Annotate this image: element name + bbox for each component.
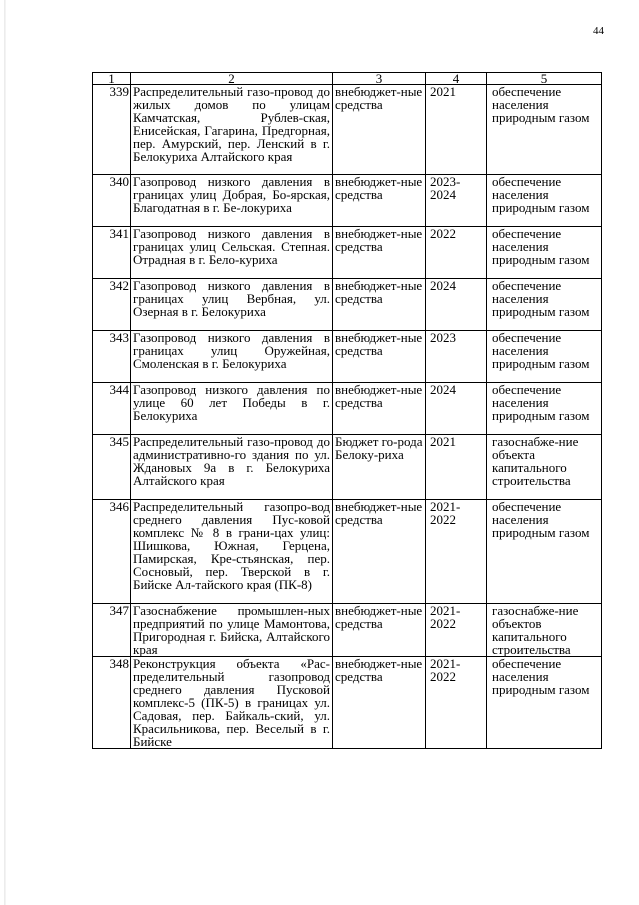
purpose: обеспечение населения природным газом bbox=[487, 657, 602, 749]
funding-source: внебюджет-ные средства bbox=[333, 279, 426, 331]
purpose: обеспечение населения природным газом bbox=[487, 85, 602, 175]
object-name: Газопровод низкого давления в границах улиц Оружейная, Смоленская в г. Белокуриха bbox=[131, 331, 333, 383]
implementation-year: 2024 bbox=[426, 383, 487, 435]
funding-source: внебюджет-ные средства bbox=[333, 657, 426, 749]
row-number: 346 bbox=[93, 500, 131, 604]
row-number: 345 bbox=[93, 435, 131, 500]
funding-source: внебюджет-ные средства bbox=[333, 227, 426, 279]
implementation-year: 2024 bbox=[426, 279, 487, 331]
funding-source: внебюджет-ные средства bbox=[333, 175, 426, 227]
object-name: Газопровод низкого давления в границах улиц Сельская. Степная. Отрадная в г. Бело-куриха bbox=[131, 227, 333, 279]
purpose: обеспечение населения природным газом bbox=[487, 227, 602, 279]
row-number: 348 bbox=[93, 657, 131, 749]
row-number: 341 bbox=[93, 227, 131, 279]
object-name: Распределительный газопро-вод среднего давления Пус-ковой комплекс № 8 в грани-цах улиц: Шишкова, Южная, Герцена, Памирская, Кре-стьянская, пер. Сосновый, пер. Тверской в г. Бийске Ал-тайского края (ПК-8) bbox=[131, 500, 333, 604]
purpose: обеспечение населения природным газом bbox=[487, 279, 602, 331]
table-row bbox=[93, 500, 602, 604]
object-name: Газопровод низкого давления в границах улиц Добрая, Бо-ярская, Благодатная в г. Бе-локуриха bbox=[131, 175, 333, 227]
header-col-5: 5 bbox=[487, 73, 602, 85]
purpose: обеспечение населения природным газом bbox=[487, 383, 602, 435]
header-col-1: 1 bbox=[93, 73, 131, 85]
objects-table bbox=[92, 72, 602, 749]
funding-source: внебюджет-ные средства bbox=[333, 383, 426, 435]
object-name: Распределительный газо-провод до жилых домов по улицам Камчатская, Рублев-ская, Енисейская, Гагарина, Предгорная, пер. Амурский, пер. Ленский в г. Белокуриха Алтайского края bbox=[131, 85, 333, 175]
table-row bbox=[93, 227, 602, 279]
row-number: 339 bbox=[93, 85, 131, 175]
implementation-year: 2021-2022 bbox=[426, 500, 487, 604]
purpose: обеспечение населения природным газом bbox=[487, 331, 602, 383]
row-number: 347 bbox=[93, 604, 131, 657]
row-number: 344 bbox=[93, 383, 131, 435]
purpose: газоснабже-ние объектов капитального строительства bbox=[487, 604, 602, 657]
funding-source: внебюджет-ные средства bbox=[333, 500, 426, 604]
table-header-row bbox=[93, 73, 602, 85]
object-name: Реконструкция объекта «Рас-пределительный газопровод среднего давления Пусковой комплекс-5 (ПК-5) в границах ул. Садовая, пер. Байкаль-ский, ул. Красильникова, пер. Веселый в г. Бийске bbox=[131, 657, 333, 749]
funding-source: Бюджет го-рода Белоку-риха bbox=[333, 435, 426, 500]
table-row bbox=[93, 435, 602, 500]
row-number: 343 bbox=[93, 331, 131, 383]
funding-source: внебюджет-ные средства bbox=[333, 331, 426, 383]
page-number: 44 bbox=[593, 25, 604, 37]
table-row bbox=[93, 279, 602, 331]
header-col-2: 2 bbox=[131, 73, 333, 85]
implementation-year: 2023-2024 bbox=[426, 175, 487, 227]
purpose: газоснабже-ние объекта капитального строительства bbox=[487, 435, 602, 500]
purpose: обеспечение населения природным газом bbox=[487, 175, 602, 227]
table-row bbox=[93, 604, 602, 657]
table-row bbox=[93, 383, 602, 435]
header-col-4: 4 bbox=[426, 73, 487, 85]
object-name: Газопровод низкого давления в границах улиц Вербная, ул. Озерная в г. Белокуриха bbox=[131, 279, 333, 331]
implementation-year: 2021-2022 bbox=[426, 604, 487, 657]
purpose: обеспечение населения природным газом bbox=[487, 500, 602, 604]
table-row bbox=[93, 175, 602, 227]
header-col-3: 3 bbox=[333, 73, 426, 85]
funding-source: внебюджет-ные средства bbox=[333, 604, 426, 657]
object-name: Распределительный газо-провод до административно-го здания по ул. Ждановых 9а в г. Белокуриха Алтайского края bbox=[131, 435, 333, 500]
table-row bbox=[93, 331, 602, 383]
row-number: 340 bbox=[93, 175, 131, 227]
scan-edge-shadow bbox=[4, 0, 6, 905]
implementation-year: 2021 bbox=[426, 435, 487, 500]
implementation-year: 2023 bbox=[426, 331, 487, 383]
table-row bbox=[93, 657, 602, 749]
object-name: Газопровод низкого давления по улице 60 лет Победы в г. Белокуриха bbox=[131, 383, 333, 435]
implementation-year: 2022 bbox=[426, 227, 487, 279]
row-number: 342 bbox=[93, 279, 131, 331]
table-row bbox=[93, 85, 602, 175]
object-name: Газоснабжение промышлен-ных предприятий по улице Мамонтова, Пригородная г. Бийска, Алтайского края bbox=[131, 604, 333, 657]
implementation-year: 2021 bbox=[426, 85, 487, 175]
implementation-year: 2021-2022 bbox=[426, 657, 487, 749]
funding-source: внебюджет-ные средства bbox=[333, 85, 426, 175]
